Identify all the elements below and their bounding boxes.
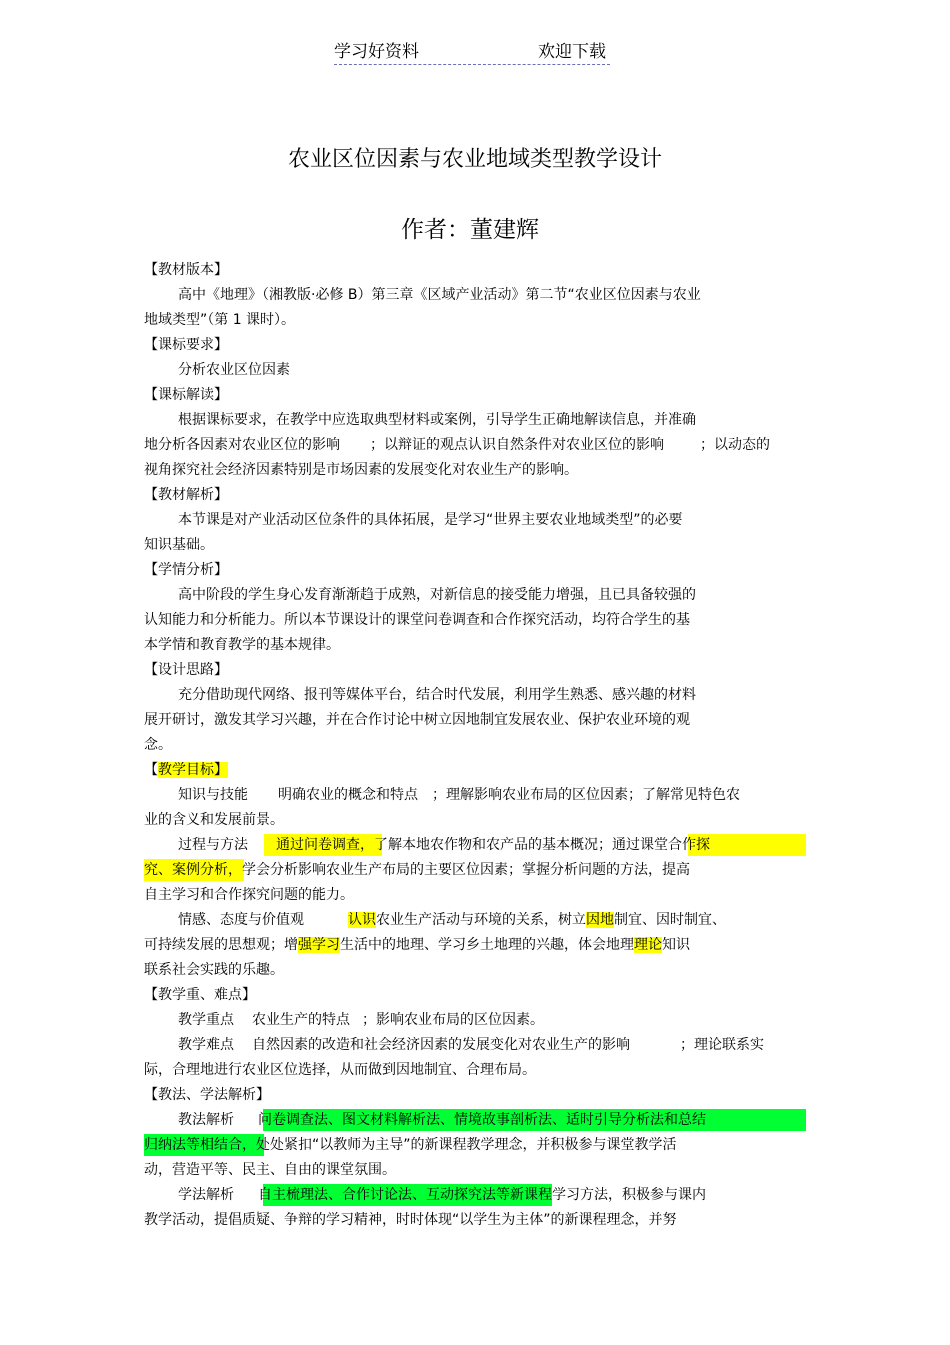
paragraph-line <box>144 859 690 881</box>
paragraph-line <box>144 1134 677 1156</box>
paragraph-line <box>178 1109 706 1131</box>
text-segment: 学会分析影响农业生产布局的主要区位因素；掌握分析问题的方法，提高 <box>242 862 690 878</box>
text-segment: ；影响农业布局的区位因素。 <box>362 1012 544 1028</box>
highlighted-text: 归纳法等相结合， <box>144 1137 256 1153</box>
section-heading-design: 【设计思路】 <box>144 662 228 678</box>
text-segment: ；理解影响农业布局的区位因素；了解常见特色农 <box>432 787 740 803</box>
section-heading-methods: 【教法、学法解析】 <box>144 1087 270 1103</box>
paragraph-line <box>144 434 770 456</box>
paragraph-line: 自主学习和合作探究问题的能力。 <box>144 887 354 903</box>
paragraph-line: 高中阶段的学生身心发育渐渐趋于成熟，对新信息的接受能力增强，且已具备较强的 <box>178 587 696 603</box>
paragraph-line: 教学活动，提倡质疑、争辩的学习精神，时时体现“以学生为主体”的新课程理念，并努 <box>144 1212 677 1228</box>
paragraph-line: 根据课标要求，在教学中应选取典型材料或案例，引导学生正确地解读信息，并准确 <box>178 412 696 428</box>
highlighted-text: 自主梳理法、合作讨论法、互动探究法等新 <box>258 1187 524 1203</box>
paragraph-line <box>178 1184 706 1206</box>
text-segment: 明确农业的概念和特点 <box>278 787 418 803</box>
paragraph-line: 地域类型”（第 1 课时）。 <box>144 312 296 328</box>
bracket-close: 】 <box>214 762 228 778</box>
objective-label: 知识与技能 <box>178 787 248 803</box>
text-segment: 农业生产的特点 <box>252 1012 350 1028</box>
header-left-text: 学习好资料 <box>334 42 419 62</box>
paragraph-line: 展开研讨，激发其学习兴趣，并在合作讨论中树立因地制宜发展农业、保护农业环境的观 <box>144 712 690 728</box>
bracket-open: 【 <box>144 762 158 778</box>
document-author: 作者：董建辉 <box>401 217 539 243</box>
text-segment: ；以动态的 <box>700 437 770 453</box>
text-segment: 可持续发展的思想观；增 <box>144 937 298 953</box>
highlighted-text: 理论 <box>634 937 662 953</box>
paragraph-line: 动，营造平等、民主、自由的课堂氛围。 <box>144 1162 396 1178</box>
paragraph-line: 视角探究社会经济因素特别是市场因素的发展变化对农业生产的影响。 <box>144 462 578 478</box>
paragraph-line: 本学情和教育教学的基本规律。 <box>144 637 340 653</box>
paragraph-line: 业的含义和发展前景。 <box>144 812 284 828</box>
paragraph-line: 知识基础。 <box>144 537 214 553</box>
paragraph-line: 本节课是对产业活动区位条件的具体拓展，是学习“世界主要农业地域类型”的必要 <box>178 512 683 528</box>
text-segment: ；以辩证的观点认识自然条件对农业区位的影响 <box>370 437 664 453</box>
document-title: 农业区位因素与农业地域类型教学设计 <box>287 147 662 172</box>
highlighted-text: 教学目标 <box>158 762 214 778</box>
point-label: 教学难点 <box>178 1037 234 1053</box>
text-segment: 了解本地农作物和农产品的基本概况；通过课堂 <box>374 837 668 853</box>
paragraph-line <box>144 934 690 956</box>
text-segment: 地分析各因素对农业区位的影响 <box>144 437 340 453</box>
point-label: 教学重点 <box>178 1012 234 1028</box>
section-heading-textbook: 【教材版本】 <box>144 262 228 278</box>
section-heading-learners: 【学情分析】 <box>144 562 228 578</box>
paragraph-line: 认知能力和分析能力。所以本节课设计的课堂问卷调查和合作探究活动，均符合学生的基 <box>144 612 690 628</box>
paragraph-line <box>178 1009 544 1031</box>
paragraph-line <box>178 909 726 931</box>
text-segment: 农业生产活动与环境的关系，树立 <box>376 912 586 928</box>
paragraph-line: 际，合理地进行农业区位选择，从而做到因地制宜、合理布局。 <box>144 1062 536 1078</box>
highlighted-text: 问卷调查法、图文材料解析法、情境故事剖析法、适时引导分析法和总结 <box>258 1112 706 1128</box>
highlighted-text: 因地 <box>586 912 614 928</box>
paragraph-line <box>178 1034 764 1056</box>
section-heading-interpretation: 【课标解读】 <box>144 387 228 403</box>
text-segment: 自然因素的改造和社会经济因素的发展变化对农业生产的影响 <box>252 1037 630 1053</box>
method-label: 学法解析 <box>178 1187 234 1203</box>
highlighted-text: 通过问卷调查， <box>276 837 374 853</box>
paragraph-line: 分析农业区位因素 <box>178 362 290 378</box>
objective-label: 情感、态度与价值观 <box>178 912 304 928</box>
section-heading-material: 【教材解析】 <box>144 487 228 503</box>
method-label: 教法解析 <box>178 1112 234 1128</box>
paragraph-line: 念。 <box>144 737 172 753</box>
paragraph-line: 高中《地理》（湘教版·必修 B）第三章《区域产业活动》第二节“农业区位因素与农业 <box>178 287 701 303</box>
highlighted-text: 究、案例分析， <box>144 862 242 878</box>
section-heading-standard: 【课标要求】 <box>144 337 228 353</box>
paragraph-line: 联系社会实践的乐趣。 <box>144 962 284 978</box>
highlighted-text: 认识 <box>348 912 376 928</box>
header-right-text: 欢迎下载 <box>538 42 606 62</box>
text-segment: 制宜、因时制宜、 <box>614 912 726 928</box>
text-segment: ；理论联系实 <box>680 1037 764 1053</box>
section-heading-objectives <box>144 759 228 781</box>
text-segment: 知识 <box>662 937 690 953</box>
highlighted-text: 强学习 <box>298 937 340 953</box>
section-heading-key-points: 【教学重、难点】 <box>144 987 256 1003</box>
highlighted-text: 合作探 <box>668 837 710 853</box>
header-divider <box>334 64 610 65</box>
objective-label: 过程与方法 <box>178 837 248 853</box>
text-segment: 生活中的地理、学习乡土地理的兴趣，体会地理 <box>340 937 634 953</box>
paragraph-line <box>178 834 710 856</box>
paragraph-line: 充分借助现代网络、报刊等媒体平台，结合时代发展，利用学生熟悉、感兴趣的材料 <box>178 687 696 703</box>
text-segment: 处处紧扣“以教师为主导”的新课程教学理念，并积极参与课堂教学活 <box>256 1137 677 1153</box>
paragraph-line <box>178 784 740 806</box>
text-segment: 课程学习方法，积极参与课内 <box>524 1187 706 1203</box>
